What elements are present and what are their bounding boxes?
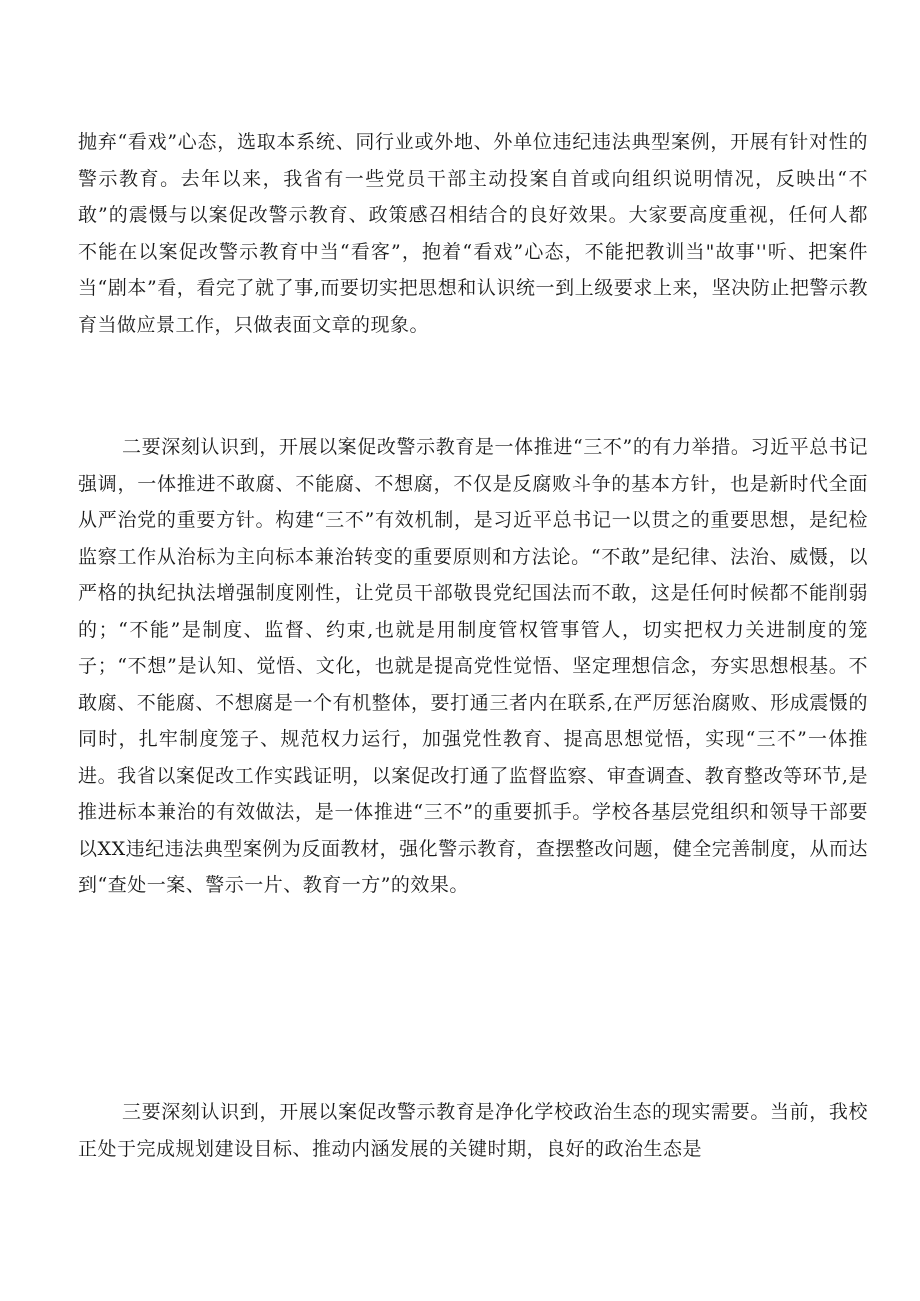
paragraph-second-point: 二要深刻认识到，开展以案促改警示教育是一体推进“三不”的有力举措。习近平总书记强调，一体推进不敢腐、不能腐、不想腐，不仅是反腐败斗争的基本方针，也是新时代全面从严治党的重要方针。构建“三不”有效机制，是习近平总书记一以贯之的重要思想，是纪检监察工作从治标为主向标本兼治转变的重要原则和方法论。“不敢”是纪律、法治、威慑，以严格的执纪执法增强制度刚性，让党员干部敬畏党纪国法而不敢，这是任何时候都不能削弱的；“不能”是制度、监督、约束,也就是用制度管权管事管人，切实把权力关进制度的笼子；“不想”是认知、觉悟、文化，也就是提高党性觉悟、坚定理想信念，夯实思想根基。不敢腐、不能腐、不想腐是一个有机整体，要打通三者内在联系,在严厉惩治腐败、形成震慑的同时，扎牢制度笼子、规范权力运行，加强党性教育、提高思想觉悟，实现“三不”一体推进。我省以案促改工作实践证明，以案促改打通了监督监察、审查调查、教育整改等环节,是推进标本兼治的有效做法，是一体推进“三不”的重要抓手。学校各基层党组织和领导干部要以XX违纪违法典型案例为反面教材，强化警示教育，查摆整改问题，健全完善制度，从而达到“查处一案、警示一片、教育一方”的效果。 (78, 436, 868, 896)
paragraph-continuation: 抛弃“看戏”心态，选取本系统、同行业或外地、外单位违纪违法典型案例，开展有针对性的警示教育。去年以来，我省有一些党员干部主动投案自首或向组织说明情况，反映出“不敢”的震慑与以案促改警示教育、政策感召相结合的良好效果。大家要高度重视，任何人都不能在以案促改警示教育中当“看客”，抱着“看戏”心态，不能把教训当"故事''听、把案件当“剧本”看，看完了就了事,而要切实把思想和认识统一到上级要求上来，坚决防止把警示教育当做应景工作，只做表面文章的现象。 (78, 131, 868, 336)
paragraph-third-point: 三要深刻认识到，开展以案促改警示教育是净化学校政治生态的现实需要。当前，我校正处于完成规划建设目标、推动内涵发展的关键时期，良好的政治生态是 (78, 1101, 868, 1160)
